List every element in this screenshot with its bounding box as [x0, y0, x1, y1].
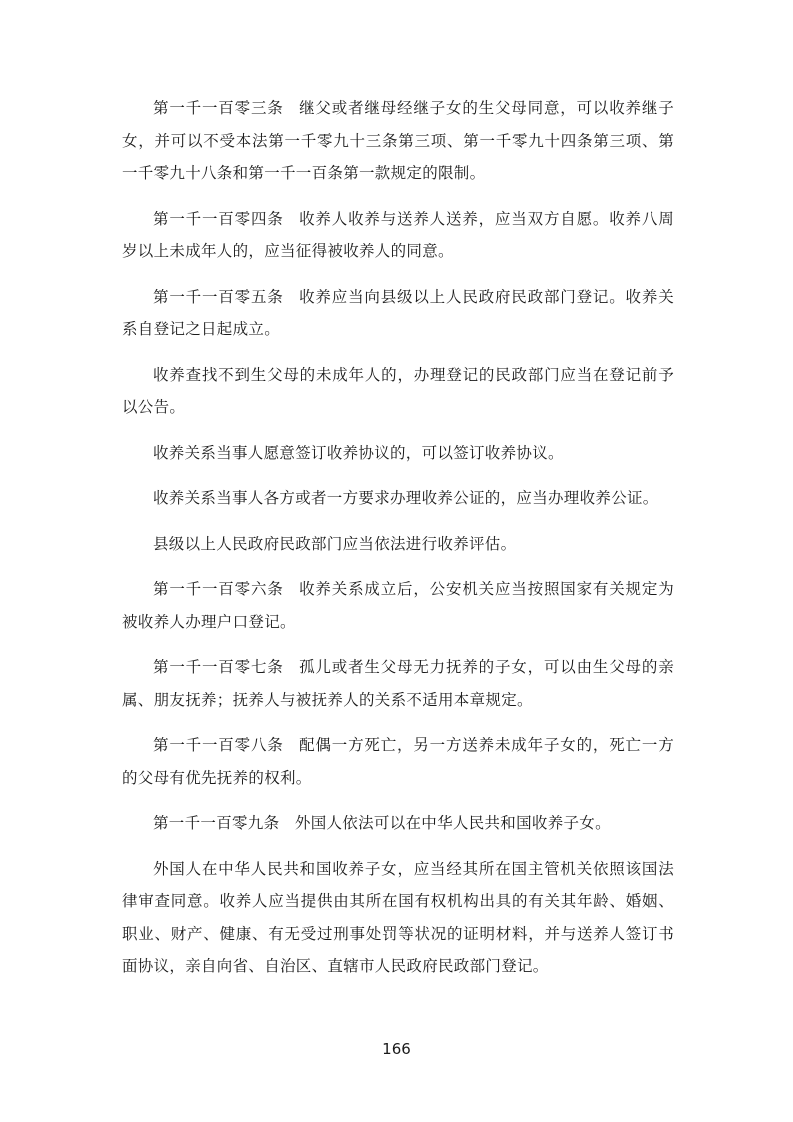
paragraph-1109 — [122, 807, 674, 840]
article-text: 外国人在中华人民共和国收养子女，应当经其所在国主管机关依照该国法律审查同意。收养人应当提供由其所在国有权机构出具的有关其年龄、婚姻、职业、财产、健康、有无受过刑事处罚等状况的证明材料，并与送养人签订书面协议，亲自向省、自治区、直辖市人民政府民政部门登记。 — [122, 859, 674, 975]
article-number: 第一千一百零八条 — [153, 736, 284, 754]
article-text: 收养关系当事人各方或者一方要求办理收养公证的，应当办理收养公证。 — [153, 489, 659, 507]
paragraph-1108 — [122, 729, 674, 794]
paragraph-1105-clause-5 — [122, 528, 674, 561]
article-number: 第一千一百零七条 — [153, 658, 284, 676]
paragraph-1109-clause-2 — [122, 853, 674, 983]
paragraph-1105-clause-2 — [122, 359, 674, 424]
article-number: 第一千一百零五条 — [153, 287, 284, 306]
article-text: 外国人依法可以在中华人民共和国收养子女。 — [294, 814, 611, 832]
page-number: 166 — [382, 1040, 411, 1058]
article-number: 第一千一百零六条 — [153, 580, 284, 598]
article-text: 配偶一方死亡，另一方送养未成年子女的，死亡一方的父母有优先抚养的权利。 — [122, 736, 674, 787]
article-text: 收养人收养与送养人送养，应当双方自愿。收养八周岁以上未成年人的，应当征得被收养人的同意。 — [122, 209, 674, 260]
article-text: 收养应当向县级以上人民政府民政部门登记。收养关系自登记之日起成立。 — [122, 287, 674, 338]
article-text: 收养查找不到生父母的未成年人的，办理登记的民政部门应当在登记前予以公告。 — [122, 365, 674, 416]
article-text: 收养关系成立后，公安机关应当按照国家有关规定为被收养人办理户口登记。 — [122, 580, 674, 631]
article-number: 第一千一百零九条 — [153, 814, 280, 832]
article-text: 继父或者继母经继子女的生父母同意，可以收养继子女，并可以不受本法第一千零九十三条第三项、第一千零九十四条第三项、第一千零九十八条和第一千一百条第一款规定的限制。 — [122, 99, 674, 182]
paragraph-1106 — [122, 573, 674, 638]
document-body — [122, 92, 674, 996]
article-number: 第一千一百零三条 — [153, 99, 284, 117]
paragraph-1105 — [122, 281, 674, 346]
article-text: 县级以上人民政府民政部门应当依法进行收养评估。 — [153, 534, 517, 553]
article-text: 孤儿或者生父母无力抚养的子女，可以由生父母的亲属、朋友抚养；抚养人与被抚养人的关系不适用本章规定。 — [122, 658, 674, 709]
paragraph-1103 — [122, 92, 674, 190]
paragraph-1105-clause-3 — [122, 437, 674, 470]
article-number: 第一千一百零四条 — [153, 209, 284, 228]
paragraph-1107 — [122, 651, 674, 716]
article-text: 收养关系当事人愿意签订收养协议的，可以签订收养协议。 — [153, 443, 564, 462]
paragraph-1104 — [122, 203, 674, 268]
paragraph-1105-clause-4 — [122, 482, 674, 515]
